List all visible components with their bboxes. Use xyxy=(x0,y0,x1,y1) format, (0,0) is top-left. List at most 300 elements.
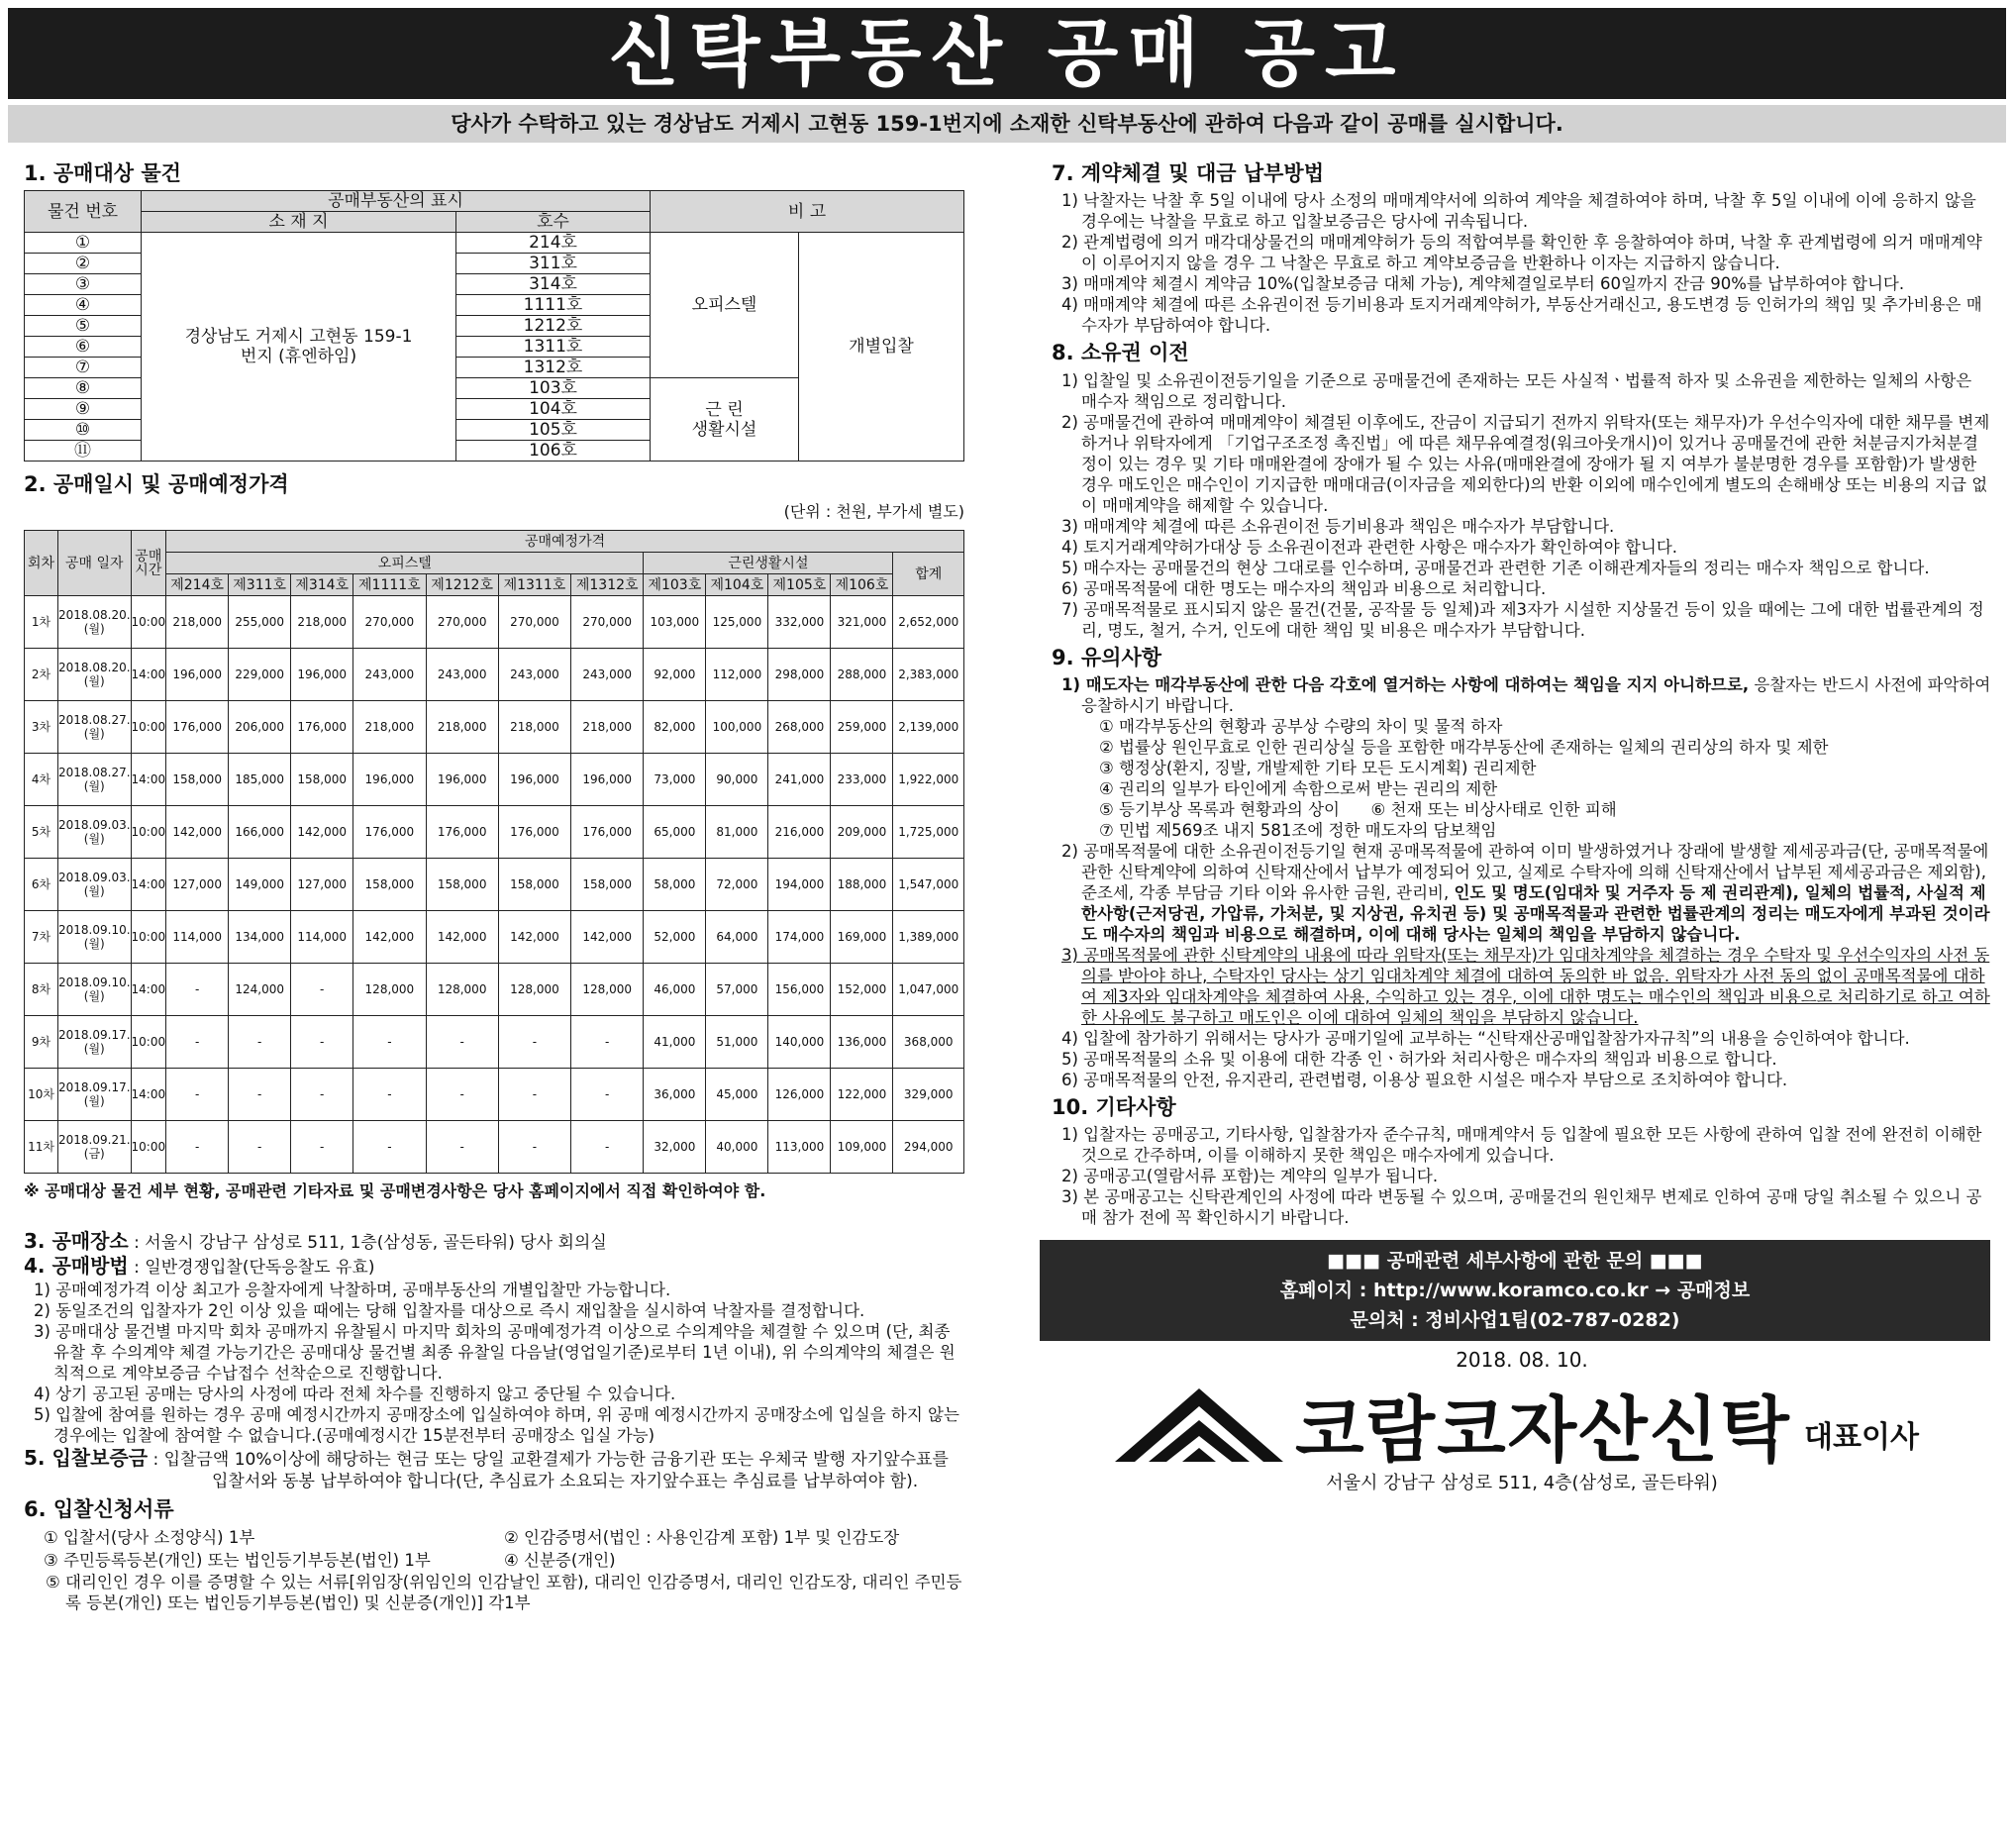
price-row xyxy=(25,964,964,1016)
left-column xyxy=(24,156,964,1613)
item-no: ⑥ xyxy=(25,337,142,358)
section-5 xyxy=(24,1447,964,1492)
round-cell: 8차 xyxy=(25,964,58,1016)
location-cell: 경상남도 거제시 고현동 159-1번지 (휴엔하임) xyxy=(142,233,456,462)
s10-item-1: 1) 입찰자는 공매공고, 기타사항, 입찰참가자 준수규칙, 매매계약서 등 입찰에 필요한 모든 사항에 관하여 입찰 전에 완전히 이해한 것으로 간주하며, 이를 이해하지 못한 책임은 매수자에게 있습니다. xyxy=(1061,1125,1982,1166)
price-cell: 166,000 xyxy=(229,806,291,859)
weekday-value: (월) xyxy=(83,832,105,847)
price-cell: 158,000 xyxy=(353,859,426,911)
unit-note: (단위 : 천원, 부가세 별도) xyxy=(783,501,964,521)
item-no: ⑩ xyxy=(25,420,142,441)
s7-item-3: 3) 매매계약 체결시 계약금 10%(입찰보증금 대체 가능), 계약체결일로부터 60일까지 잔금 90%를 납부하여야 합니다. xyxy=(1061,274,1905,294)
price-cell: 72,000 xyxy=(706,859,768,911)
price-cell: - xyxy=(353,1016,426,1069)
section-9-heading: 9. 유의사항 xyxy=(1052,645,1162,669)
price-cell: 255,000 xyxy=(229,596,291,649)
price-cell: 176,000 xyxy=(426,806,498,859)
round-cell: 6차 xyxy=(25,859,58,911)
price-cell: 2,652,000 xyxy=(893,596,964,649)
unit-cell: 103호 xyxy=(456,378,651,399)
s4-item-3: 3) 공매대상 물건별 마지막 회차 공매까지 유찰될시 마지막 회차의 공매예정가격 이상으로 수의계약을 체결할 수 있으며 (단, 최종 유찰 후 수의계약 체결 가능기간은 공매대상 물건별 최종 유찰일 다음날(영업일기준)로부터 1년 이내), 위 수의계약의 체결은 원칙적으로 계약보증금 수납접수 선착순으로 진행합니다. xyxy=(34,1322,956,1384)
contact-phone: 문의처 : 정비사업1팀(02-787-0282) xyxy=(1350,1309,1680,1332)
price-cell: 128,000 xyxy=(571,964,644,1016)
bid-type: 개별입찰 xyxy=(799,233,964,462)
unit-col-header: 제314호 xyxy=(291,574,353,596)
price-cell: 81,000 xyxy=(706,806,768,859)
price-row xyxy=(25,701,964,754)
price-cell: 73,000 xyxy=(644,754,706,806)
col-display: 공매부동산의 표시 xyxy=(142,191,651,212)
section-5-label: 5. 입찰보증금 xyxy=(24,1446,149,1471)
s8-item-6: 6) 공매목적물에 대한 명도는 매수자의 책임과 비용으로 처리합니다. xyxy=(1061,578,1547,598)
section-7-heading: 7. 계약체결 및 대금 납부방법 xyxy=(1052,161,1324,185)
price-cell: 114,000 xyxy=(166,911,229,964)
price-cell: 149,000 xyxy=(229,859,291,911)
weekday-value: (금) xyxy=(83,1147,105,1162)
price-cell: 125,000 xyxy=(706,596,768,649)
price-cell: 140,000 xyxy=(768,1016,831,1069)
weekday-value: (월) xyxy=(83,989,105,1004)
price-cell: 218,000 xyxy=(291,596,353,649)
price-cell: 142,000 xyxy=(498,911,570,964)
price-cell: 218,000 xyxy=(498,701,570,754)
section-10-heading: 10. 기타사항 xyxy=(1052,1094,1176,1119)
price-cell: 196,000 xyxy=(571,754,644,806)
col-date: 공매 일자 xyxy=(58,531,132,596)
date-cell xyxy=(58,649,132,701)
col-round: 회차 xyxy=(25,531,58,596)
price-cell: 1,389,000 xyxy=(893,911,964,964)
price-cell: - xyxy=(571,1016,644,1069)
price-cell: 1,047,000 xyxy=(893,964,964,1016)
price-cell: 298,000 xyxy=(768,649,831,701)
price-cell: 109,000 xyxy=(831,1121,893,1174)
price-cell: 128,000 xyxy=(498,964,570,1016)
price-cell: 152,000 xyxy=(831,964,893,1016)
price-cell: 216,000 xyxy=(768,806,831,859)
date-cell xyxy=(58,806,132,859)
section-4-text: : 일반경쟁입찰(단독응찰도 유효) xyxy=(128,1258,375,1279)
price-cell: 46,000 xyxy=(644,964,706,1016)
price-cell: 128,000 xyxy=(353,964,426,1016)
date-value: 2018.08.27. xyxy=(58,713,131,728)
price-table xyxy=(24,530,964,1174)
weekday-value: (월) xyxy=(83,674,105,689)
time-cell: 10:00 xyxy=(131,1016,166,1069)
price-cell: 90,000 xyxy=(706,754,768,806)
date-cell xyxy=(58,859,132,911)
s10-item-3: 3) 본 공매공고는 신탁관계인의 사정에 따라 변동될 수 있으며, 공매물건의 원인채무 변제로 인하여 공매 당일 취소될 수 있으니 공매 참가 전에 꼭 확인하시기 바랍니다. xyxy=(1061,1187,1982,1228)
unit-cell: 214호 xyxy=(456,233,651,254)
price-cell: 176,000 xyxy=(291,701,353,754)
col-price: 공매예정가격 xyxy=(166,531,964,553)
price-cell: 1,547,000 xyxy=(893,859,964,911)
contact-homepage[interactable]: 홈페이지 : http://www.koramco.co.kr → 공매정보 xyxy=(1279,1280,1751,1302)
price-cell: 103,000 xyxy=(644,596,706,649)
price-cell: 368,000 xyxy=(893,1016,964,1069)
price-cell: 243,000 xyxy=(353,649,426,701)
price-row xyxy=(25,806,964,859)
price-cell: 142,000 xyxy=(291,806,353,859)
item-no: ⑪ xyxy=(25,441,142,462)
s8-item-2: 2) 공매물건에 관하여 매매계약이 체결된 이후에도, 잔금이 지급되기 전까지 위탁자(또는 채무자)가 우선수익자에 대한 채무를 변제하거나 위탁자에게 「기업구조조정 촉진법」에 따른 채무유예결정(워크아웃개시)이 있거나 공매물건에 관한 처분금지가처분결정이 있는 경우 및 기타 매매완결에 장애가 될 수 있는 사유(매매완결에 장애가 될 지 여부가 불분명한 경우를 포함함)가 발생한 경우 매도인은 매수인이 기지급한 매매대금(이자금을 제외한다)의 반환 이외에 매수인에게 별도의 손해배상 또는 비용의 지급 없이 매매계약을 해제할 수 있습니다. xyxy=(1061,412,1990,515)
s9-sub-5: ⑤ 등기부상 목록과 현황과의 상이 xyxy=(1099,799,1340,819)
item-no: ① xyxy=(25,233,142,254)
time-cell: 10:00 xyxy=(131,596,166,649)
s9-sub-1: ① 매각부동산의 현황과 공부상 수량의 차이 및 물적 하자 xyxy=(1099,716,1503,736)
s10-item-2: 2) 공매공고(열람서류 포함)는 계약의 일부가 됩니다. xyxy=(1061,1167,1439,1186)
price-cell: 229,000 xyxy=(229,649,291,701)
date-value: 2018.08.20. xyxy=(58,608,131,623)
ceo-title: 대표이사 xyxy=(1804,1420,1919,1456)
price-cell: 196,000 xyxy=(166,649,229,701)
price-cell: - xyxy=(166,964,229,1016)
price-cell: 1,922,000 xyxy=(893,754,964,806)
price-cell: 270,000 xyxy=(353,596,426,649)
price-cell: 158,000 xyxy=(166,754,229,806)
time-cell: 14:00 xyxy=(131,649,166,701)
price-cell: 188,000 xyxy=(831,859,893,911)
unit-cell: 311호 xyxy=(456,254,651,274)
price-cell: 158,000 xyxy=(571,859,644,911)
price-cell: 40,000 xyxy=(706,1121,768,1174)
price-cell: 142,000 xyxy=(166,806,229,859)
price-cell: - xyxy=(166,1016,229,1069)
price-cell: 2,383,000 xyxy=(893,649,964,701)
time-cell: 10:00 xyxy=(131,1121,166,1174)
section-6-heading: 6. 입찰신청서류 xyxy=(24,1497,174,1522)
s8-item-7: 7) 공매목적물로 표시되지 않은 물건(건물, 공작물 등 일체)과 제3자가 시설한 지상물건 등이 있을 때에는 그에 대한 법률관계의 정리, 명도, 철거, 수거, 인도에 대한 책임 및 비용은 매수자가 부담합니다. xyxy=(1061,599,1984,640)
s7-item-1: 1) 낙찰자는 낙찰 후 5일 이내에 당사 소정의 매매계약서에 의하여 계약을 체결하여야 하며, 낙찰 후 5일 이내에 이에 응하지 않을 경우에는 낙찰을 무효로 하고 입찰보증금은 당사에 귀속됩니다. xyxy=(1061,191,1976,232)
section-8-heading: 8. 소유권 이전 xyxy=(1052,341,1189,365)
price-cell: 268,000 xyxy=(768,701,831,754)
price-cell: 36,000 xyxy=(644,1069,706,1121)
s9-sub-2: ② 법률상 원인무효로 인한 권리상실 등을 포함한 매각부동산에 존재하는 일체의 권리상의 하자 및 제한 xyxy=(1099,737,1829,757)
item-no: ⑤ xyxy=(25,316,142,337)
time-cell: 14:00 xyxy=(131,1069,166,1121)
s6-doc-1: ① 입찰서(당사 소정양식) 1부 xyxy=(44,1528,255,1548)
price-cell: 288,000 xyxy=(831,649,893,701)
unit-col-header: 제105호 xyxy=(768,574,831,596)
s7-item-4: 4) 매매계약 체결에 따른 소유권이전 등기비용과 토지거래계약허가, 부동산거래신고, 용도변경 등 인허가의 책임 및 추가비용은 매수자가 부담하여야 합니다. xyxy=(1061,295,1982,336)
unit-col-header: 제103호 xyxy=(644,574,706,596)
s6-doc-4: ④ 신분증(개인) xyxy=(504,1551,616,1571)
s6-row-2 xyxy=(24,1549,964,1572)
price-cell: 158,000 xyxy=(291,754,353,806)
item-no: ③ xyxy=(25,274,142,295)
right-column xyxy=(1052,156,1992,1495)
s4-item-1: 1) 공매예정가격 이상 최고가 응찰자에게 낙찰하며, 공매부동산의 개별입찰만 가능합니다. xyxy=(34,1281,671,1300)
date-value: 2018.09.10. xyxy=(58,923,131,938)
time-cell: 10:00 xyxy=(131,911,166,964)
price-cell: - xyxy=(353,1069,426,1121)
col-location: 소 재 지 xyxy=(142,212,456,233)
price-cell: 169,000 xyxy=(831,911,893,964)
s6-doc-3: ③ 주민등록등본(개인) 또는 법인등기부등본(법인) 1부 xyxy=(44,1551,431,1571)
s6-doc-5: ⑤ 대리인인 경우 이를 증명할 수 있는 서류[위임장(위임인의 인감날인 포함), 대리인 인감증명서, 대리인 인감도장, 대리인 주민등록 등본(개인) 또는 법인등기부등본(법인) 및 신분증(개인)] 각1부 xyxy=(46,1573,962,1613)
price-cell: 127,000 xyxy=(166,859,229,911)
price-row xyxy=(25,596,964,649)
price-row xyxy=(25,1069,964,1121)
price-cell: 259,000 xyxy=(831,701,893,754)
date-cell xyxy=(58,911,132,964)
price-cell: - xyxy=(498,1069,570,1121)
section-3-text: : 서울시 강남구 삼성로 511, 1층(삼성동, 골든타워) 당사 회의실 xyxy=(128,1233,607,1254)
price-cell: 176,000 xyxy=(353,806,426,859)
price-cell: 196,000 xyxy=(426,754,498,806)
price-cell: 243,000 xyxy=(426,649,498,701)
col-unit: 호수 xyxy=(456,212,651,233)
s9-item-6: 6) 공매목적물의 안전, 유지관리, 관련법령, 이용상 필요한 시설은 매수자 부담으로 조치하여야 합니다. xyxy=(1061,1070,1788,1089)
date-value: 2018.09.17. xyxy=(58,1080,131,1095)
price-cell: 156,000 xyxy=(768,964,831,1016)
price-cell: 176,000 xyxy=(498,806,570,859)
price-cell: 218,000 xyxy=(353,701,426,754)
price-cell: 329,000 xyxy=(893,1069,964,1121)
s6-row-1 xyxy=(24,1526,964,1549)
col-note: 비 고 xyxy=(651,191,964,233)
col-neighborhood: 근린생활시설 xyxy=(644,553,893,574)
price-cell: 206,000 xyxy=(229,701,291,754)
price-cell: 142,000 xyxy=(571,911,644,964)
company-name: 코람코자산신탁 xyxy=(1295,1388,1791,1473)
round-cell: 10차 xyxy=(25,1069,58,1121)
price-cell: 58,000 xyxy=(644,859,706,911)
round-cell: 7차 xyxy=(25,911,58,964)
s6-doc-2: ② 인감증명서(법인 : 사용인감계 포함) 1부 및 인감도장 xyxy=(504,1528,900,1548)
round-cell: 11차 xyxy=(25,1121,58,1174)
item-no: ② xyxy=(25,254,142,274)
price-cell: 64,000 xyxy=(706,911,768,964)
price-cell: 142,000 xyxy=(353,911,426,964)
weekday-value: (월) xyxy=(83,727,105,742)
time-cell: 10:00 xyxy=(131,701,166,754)
unit-col-header: 제1311호 xyxy=(498,574,570,596)
price-cell: - xyxy=(229,1121,291,1174)
type-neighborhood xyxy=(651,378,799,462)
unit-cell: 104호 xyxy=(456,399,651,420)
price-cell: - xyxy=(291,1121,353,1174)
time-cell: 14:00 xyxy=(131,754,166,806)
price-cell: 65,000 xyxy=(644,806,706,859)
date-value: 2018.09.17. xyxy=(58,1028,131,1043)
property-row xyxy=(25,233,964,254)
date-cell xyxy=(58,596,132,649)
unit-col-header: 제311호 xyxy=(229,574,291,596)
price-cell: 176,000 xyxy=(571,806,644,859)
price-cell: 112,000 xyxy=(706,649,768,701)
price-cell: 241,000 xyxy=(768,754,831,806)
price-cell: 218,000 xyxy=(571,701,644,754)
s8-item-3: 3) 매매계약 체결에 따른 소유권이전 등기비용과 책임은 매수자가 부담합니다. xyxy=(1061,516,1615,536)
unit-col-header: 제1111호 xyxy=(353,574,426,596)
price-row xyxy=(25,649,964,701)
price-cell: 51,000 xyxy=(706,1016,768,1069)
price-cell: 243,000 xyxy=(498,649,570,701)
unit-col-header: 제104호 xyxy=(706,574,768,596)
price-cell: 142,000 xyxy=(426,911,498,964)
unit-col-header: 제1312호 xyxy=(571,574,644,596)
price-cell: - xyxy=(166,1121,229,1174)
round-cell: 5차 xyxy=(25,806,58,859)
date-value: 2018.09.10. xyxy=(58,975,131,990)
unit-cell: 105호 xyxy=(456,420,651,441)
date-value: 2018.09.03. xyxy=(58,818,131,833)
price-cell: 194,000 xyxy=(768,859,831,911)
s4-item-5: 5) 입찰에 참여를 원하는 경우 공매 예정시간까지 공매장소에 입실하여야 하며, 위 공매 예정시간까지 공매장소에 입실을 하지 않는 경우에는 입찰에 참여할 수 없습니다.(공매예정시간 15분전부터 공매장소 입실 가능) xyxy=(34,1405,959,1446)
table-note: ※ 공매대상 물건 세부 현황, 공매관련 기타자료 및 공매변경사항은 당사 홈페이지에서 직접 확인하여야 함. xyxy=(24,1181,766,1201)
type-neighborhood-1: 근 린 xyxy=(705,399,744,420)
s9-item-1 xyxy=(1052,674,1992,716)
price-cell: 196,000 xyxy=(498,754,570,806)
weekday-value: (월) xyxy=(83,622,105,637)
s9-item-2-bold: 인도 및 명도(임대차 및 거주자 등 제 권리관계), 일체의 법률적, 사실적 제한사항(근저당권, 가압류, 가처분, 및 지상권, 유치권 등) 및 공매목적물과 관련한 법률관계의 정리는 매도자에게 부과된 것이라도 매수자의 책임과 비용으로 해결하며, 이에 대해 당사는 일체의 책임을 부담하지 않습니다. xyxy=(1081,882,1990,944)
notice-date: 2018. 08. 10. xyxy=(1456,1348,1588,1373)
s8-item-5: 5) 매수자는 공매물건의 현상 그대로를 인수하며, 공매물건과 관련한 기존 이해관계자들의 정리는 매수자 책임으로 합니다. xyxy=(1061,558,1930,577)
s8-item-4: 4) 토지거래계약허가대상 등 소유권이전과 관련한 사항은 매수자가 확인하여야 합니다. xyxy=(1061,537,1678,557)
unit-cell: 1311호 xyxy=(456,337,651,358)
price-row xyxy=(25,911,964,964)
date-value: 2018.09.21. xyxy=(58,1133,131,1148)
unit-cell: 106호 xyxy=(456,441,651,462)
s8-item-1: 1) 입찰일 및 소유권이전등기일을 기준으로 공매물건에 존재하는 모든 사실적ㆍ법률적 하자 및 소유권을 제한하는 일체의 사항은 매수자 책임으로 정리합니다. xyxy=(1061,370,1972,411)
s9-item-2 xyxy=(1052,841,1992,945)
price-cell: 2,139,000 xyxy=(893,701,964,754)
unit-col-header: 제214호 xyxy=(166,574,229,596)
price-cell: - xyxy=(426,1069,498,1121)
price-cell: 1,725,000 xyxy=(893,806,964,859)
price-cell: 158,000 xyxy=(426,859,498,911)
time-cell: 14:00 xyxy=(131,859,166,911)
price-cell: - xyxy=(571,1121,644,1174)
unit-col-header: 제1212호 xyxy=(426,574,498,596)
price-cell: 294,000 xyxy=(893,1121,964,1174)
s9-item-1-bold: 1) 매도자는 매각부동산에 관한 다음 각호에 열거하는 사항에 대하여는 책임을 지지 아니하므로, xyxy=(1061,674,1750,694)
price-cell: 136,000 xyxy=(831,1016,893,1069)
price-cell: 114,000 xyxy=(291,911,353,964)
price-row xyxy=(25,1121,964,1174)
price-cell: 332,000 xyxy=(768,596,831,649)
price-cell: - xyxy=(229,1016,291,1069)
item-no: ⑦ xyxy=(25,358,142,378)
price-row xyxy=(25,1016,964,1069)
date-cell xyxy=(58,1069,132,1121)
price-cell: 270,000 xyxy=(426,596,498,649)
price-cell: - xyxy=(166,1069,229,1121)
s9-item-1-rest: 응찰자는 반드시 사전에 파악하여 응찰하시기 바랍니다. xyxy=(1081,674,1991,715)
s9-item-5: 5) 공매목적물의 소유 및 이용에 대한 각종 인ㆍ허가와 처리사항은 매수자의 책임과 비용으로 합니다. xyxy=(1061,1049,1777,1069)
round-cell: 2차 xyxy=(25,649,58,701)
price-cell: - xyxy=(426,1121,498,1174)
price-cell: 218,000 xyxy=(426,701,498,754)
price-cell: 128,000 xyxy=(426,964,498,1016)
price-cell: 158,000 xyxy=(498,859,570,911)
time-cell: 14:00 xyxy=(131,964,166,1016)
unit-cell: 314호 xyxy=(456,274,651,295)
col-officetel: 오피스텔 xyxy=(166,553,644,574)
price-cell: 32,000 xyxy=(644,1121,706,1174)
price-cell: 127,000 xyxy=(291,859,353,911)
col-sum: 합계 xyxy=(893,553,964,596)
price-cell: 45,000 xyxy=(706,1069,768,1121)
price-cell: - xyxy=(229,1069,291,1121)
s9-sub-6: ⑥ 천재 또는 비상사태로 인한 피해 xyxy=(1370,799,1617,819)
s4-item-2: 2) 동일조건의 입찰자가 2인 이상 있을 때에는 당해 입찰자를 대상으로 즉시 재입찰을 실시하여 낙찰자를 결정합니다. xyxy=(34,1301,865,1321)
notice-title: 신탁부동산 공매 공고 xyxy=(8,8,2006,99)
col-item-no: 물건 번호 xyxy=(25,191,142,233)
price-cell: 100,000 xyxy=(706,701,768,754)
price-cell: 113,000 xyxy=(768,1121,831,1174)
section-4 xyxy=(24,1255,964,1279)
contact-box xyxy=(1040,1240,1990,1341)
price-cell: 126,000 xyxy=(768,1069,831,1121)
item-no: ④ xyxy=(25,295,142,316)
date-cell xyxy=(58,754,132,806)
s9-sub-56 xyxy=(1052,799,1992,820)
weekday-value: (월) xyxy=(83,1094,105,1109)
item-no: ⑨ xyxy=(25,399,142,420)
round-cell: 1차 xyxy=(25,596,58,649)
round-cell: 9차 xyxy=(25,1016,58,1069)
section-3 xyxy=(24,1230,964,1254)
price-cell: 134,000 xyxy=(229,911,291,964)
price-cell: - xyxy=(498,1016,570,1069)
price-cell: 209,000 xyxy=(831,806,893,859)
price-cell: 243,000 xyxy=(571,649,644,701)
weekday-value: (월) xyxy=(83,884,105,899)
s9-item-3: 3) 공매목적물에 관한 신탁계약의 내용에 따라 위탁자(또는 채무자)가 임대차계약을 체결하는 경우 수탁자 및 우선수익자의 사전 동의를 받아야 하나, 수탁자인 당사는 상기 임대차계약 체결에 대하여 동의한 바 없음. 위탁자가 사전 동의 없이 공매목적물에 대하여 제3자와 임대차계약을 체결하여 사용, 수익하고 있는 경우, 이에 대한 명도는 매수인의 책임과 비용으로 처리하기로 하고 여하한 사유에도 불구하고 매도인은 이에 대하여 일체의 책임을 부담하지 않습니다. xyxy=(1061,945,1990,1027)
date-cell xyxy=(58,1121,132,1174)
price-cell: 196,000 xyxy=(291,649,353,701)
section-1-heading: 1. 공매대상 물건 xyxy=(24,161,181,185)
unit-col-header: 제106호 xyxy=(831,574,893,596)
price-cell: 321,000 xyxy=(831,596,893,649)
price-cell: 92,000 xyxy=(644,649,706,701)
section-4-label: 4. 공매방법 xyxy=(24,1254,129,1279)
price-cell: 176,000 xyxy=(166,701,229,754)
weekday-value: (월) xyxy=(83,1042,105,1057)
weekday-value: (월) xyxy=(83,779,105,794)
round-cell: 3차 xyxy=(25,701,58,754)
s9-item-4: 4) 입찰에 참가하기 위해서는 당사가 공매기일에 교부하는 “신탁재산공매입찰참가자규칙”의 내용을 승인하여야 합니다. xyxy=(1061,1028,1910,1048)
price-row xyxy=(25,859,964,911)
unit-cell: 1111호 xyxy=(456,295,651,316)
unit-cell: 1212호 xyxy=(456,316,651,337)
unit-cell: 1312호 xyxy=(456,358,651,378)
price-cell: 41,000 xyxy=(644,1016,706,1069)
price-cell: 185,000 xyxy=(229,754,291,806)
date-value: 2018.09.03. xyxy=(58,871,131,885)
price-row xyxy=(25,754,964,806)
type-officetel: 오피스텔 xyxy=(651,233,799,378)
company-address: 서울시 강남구 삼성로 511, 4층(삼성로, 골든타워) xyxy=(1326,1473,1718,1494)
contact-heading: ■■■ 공매관련 세부사항에 관한 문의 ■■■ xyxy=(1327,1250,1703,1273)
time-cell: 10:00 xyxy=(131,806,166,859)
item-no: ⑧ xyxy=(25,378,142,399)
price-cell: 57,000 xyxy=(706,964,768,1016)
s9-sub-4: ④ 권리의 일부가 타인에게 속함으로써 받는 권리의 제한 xyxy=(1099,778,1498,798)
section-3-label: 3. 공매장소 xyxy=(24,1229,129,1254)
price-cell: - xyxy=(426,1016,498,1069)
price-cell: 124,000 xyxy=(229,964,291,1016)
price-cell: 270,000 xyxy=(571,596,644,649)
s9-sub-7: ⑦ 민법 제569조 내지 581조에 정한 매도자의 담보책임 xyxy=(1099,820,1497,840)
s9-item-2-text: 2) 공매목적물에 대한 소유권이전등기일 현재 공매목적물에 관하여 이미 발생하였거나 장래에 발생할 제세공과금(단, 공매목적물에 관한 신탁계약에 의하여 신탁재산에서 납부가 예정되어 있고, 실제로 수탁자에 의해 신탁재산에서 납부된 제세공과금은 제외함), 준조세, 각종 부담금 기타 이와 유사한 금원, 관리비, xyxy=(1061,841,1989,902)
price-cell: 82,000 xyxy=(644,701,706,754)
col-time: 공매 시간 xyxy=(131,531,166,596)
price-cell: - xyxy=(498,1121,570,1174)
price-cell: - xyxy=(571,1069,644,1121)
